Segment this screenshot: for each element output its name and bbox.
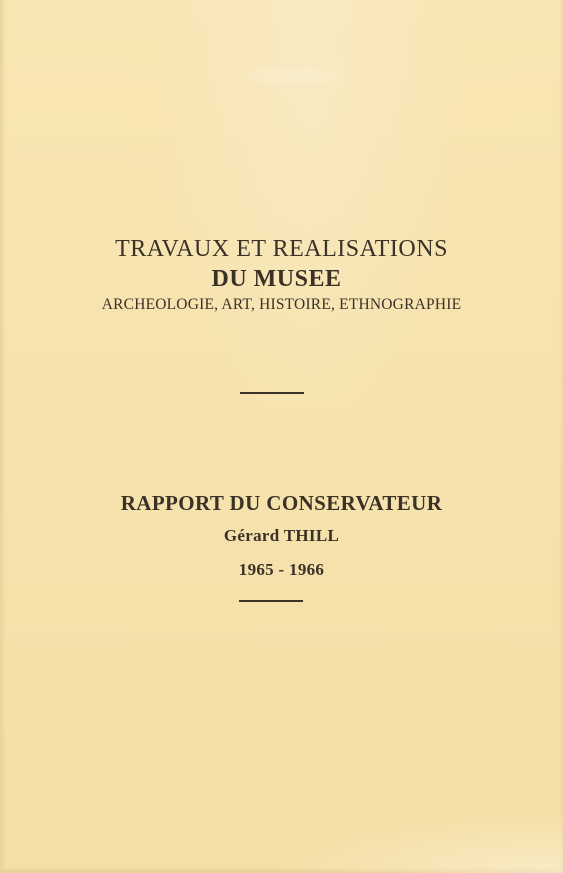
paper-light-patch — [273, 813, 563, 873]
author-name: Gérard THILL — [223, 526, 340, 545]
divider-rule-top — [240, 392, 304, 394]
series-title-line-1: TRAVAUX ET REALISATIONS — [115, 236, 448, 262]
paper-smudge — [245, 66, 345, 86]
series-title-line-2: DU MUSEE — [211, 266, 342, 292]
report-years: 1965 - 1966 — [238, 560, 325, 579]
divider-rule-bottom — [239, 600, 303, 602]
right-edge-shading — [559, 0, 563, 873]
subjects-subtitle: ARCHEOLOGIE, ART, HISTOIRE, ETHNOGRAPHIE — [101, 296, 462, 313]
report-title: RAPPORT DU CONSERVATEUR — [120, 491, 443, 515]
left-edge-shading — [0, 0, 6, 873]
